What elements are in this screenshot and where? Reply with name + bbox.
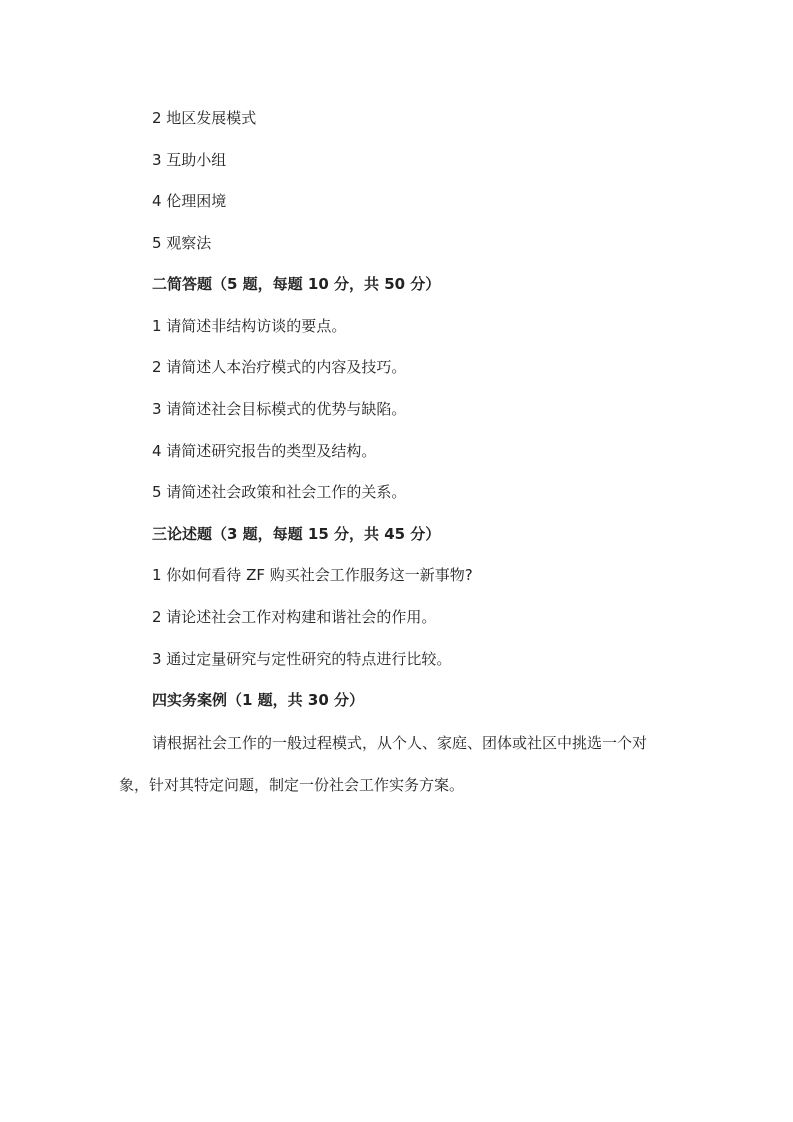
section-heading-short-answer: 二简答题（5 题，每题 10 分，共 50 分） (152, 275, 441, 293)
case-paragraph-line: 请根据社会工作的一般过程模式，从个人、家庭、团体或社区中挑选一个对 (152, 734, 648, 752)
case-paragraph-line: 象，针对其特定问题，制定一份社会工作实务方案。 (119, 776, 465, 794)
section-heading-case-study: 四实务案例（1 题，共 30 分） (152, 691, 364, 709)
question-item: 1 你如何看待 ZF 购买社会工作服务这一新事物? (152, 566, 473, 584)
question-item: 3 通过定量研究与定性研究的特点进行比较。 (152, 650, 452, 668)
question-item: 2 请论述社会工作对构建和谐社会的作用。 (152, 608, 437, 626)
term-item: 3 互助小组 (152, 151, 227, 169)
section-heading-essay: 三论述题（3 题，每题 15 分，共 45 分） (152, 525, 441, 543)
question-item: 4 请简述研究报告的类型及结构。 (152, 442, 377, 460)
term-item: 5 观察法 (152, 234, 212, 252)
question-item: 5 请简述社会政策和社会工作的关系。 (152, 483, 407, 501)
question-item: 3 请简述社会目标模式的优势与缺陷。 (152, 400, 407, 418)
term-item: 2 地区发展模式 (152, 109, 257, 127)
term-item: 4 伦理困境 (152, 192, 227, 210)
question-item: 1 请简述非结构访谈的要点。 (152, 317, 347, 335)
question-item: 2 请简述人本治疗模式的内容及技巧。 (152, 358, 407, 376)
